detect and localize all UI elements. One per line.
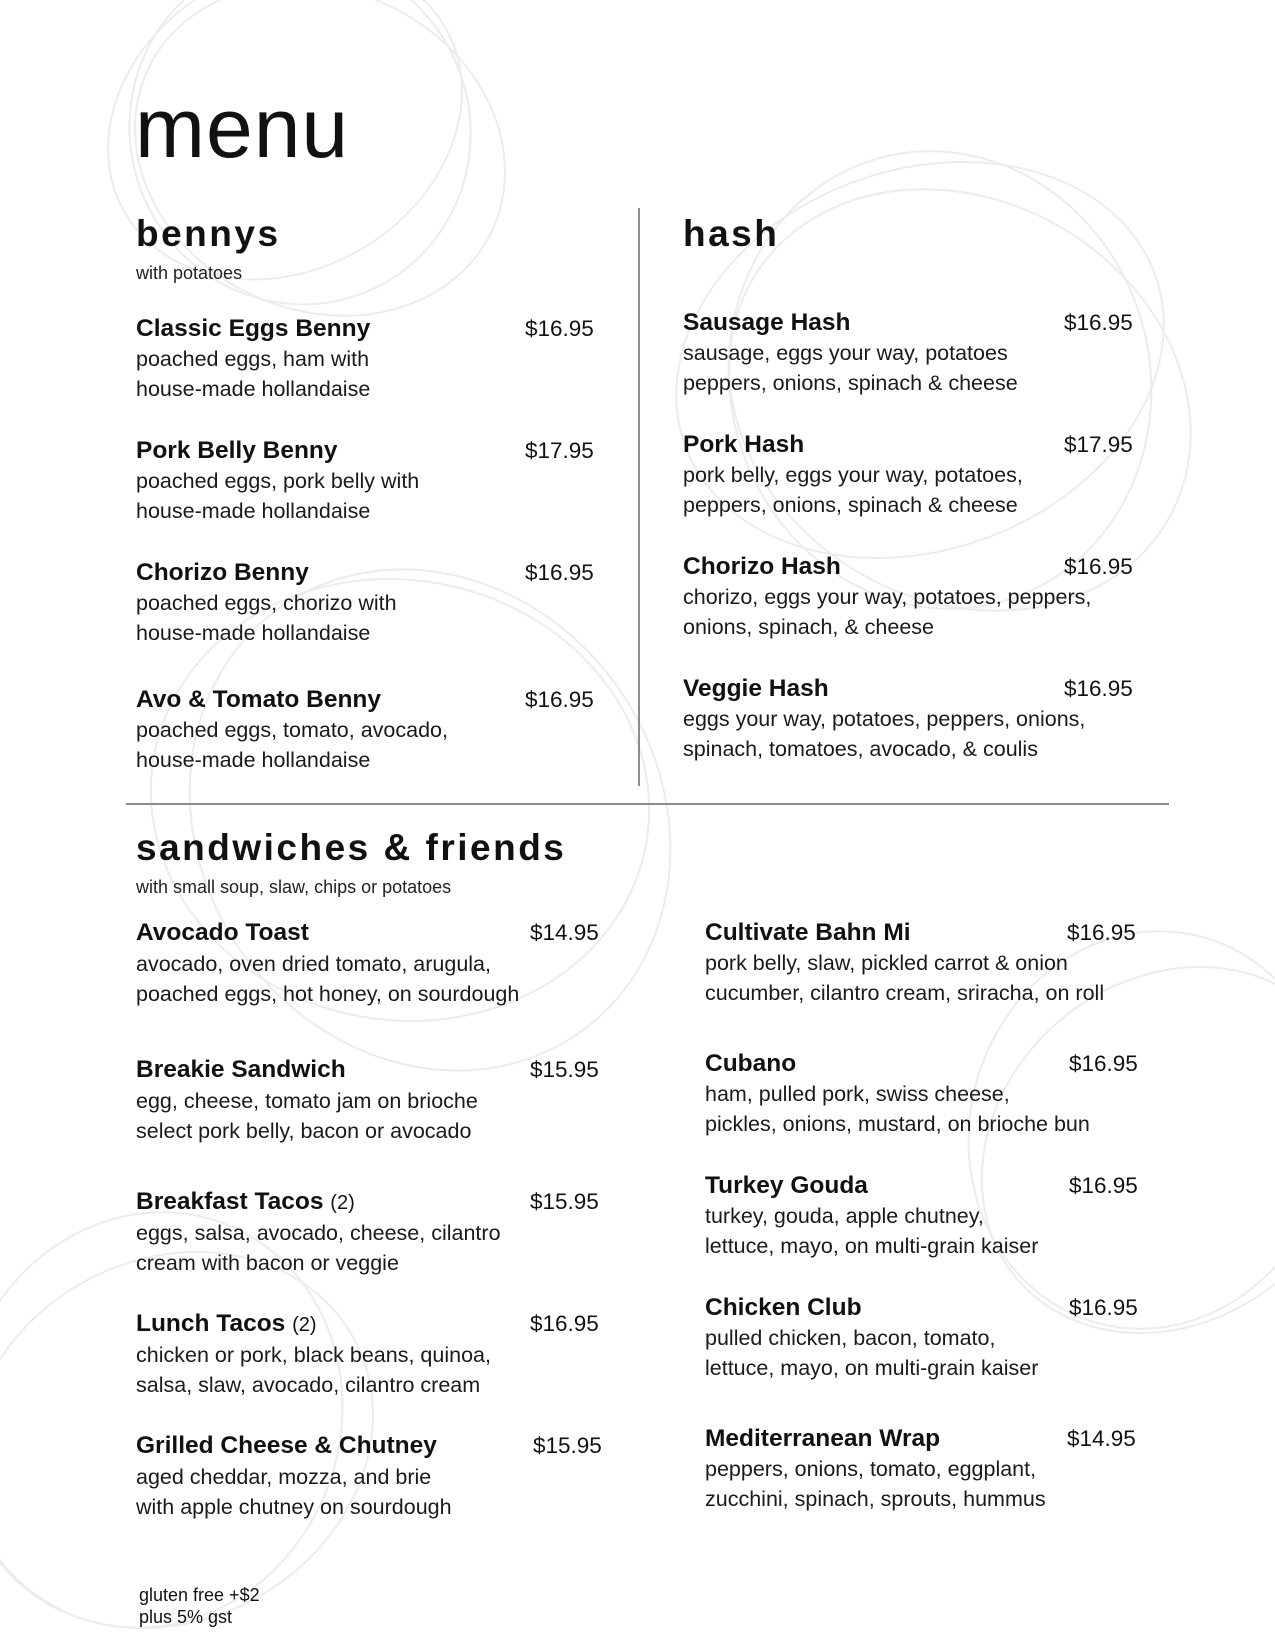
item-description: egg, cheese, tomato jam on brioche bbox=[136, 1089, 478, 1113]
item-name: Sausage Hash bbox=[683, 309, 851, 336]
menu-item bbox=[705, 918, 1136, 1008]
item-description: cucumber, cilantro cream, sriracha, on roll bbox=[705, 981, 1105, 1005]
item-description: turkey, gouda, apple chutney, bbox=[705, 1204, 984, 1228]
item-price: $15.95 bbox=[530, 1189, 599, 1214]
menu-item bbox=[136, 436, 594, 526]
item-description: spinach, tomatoes, avocado, & coulis bbox=[683, 737, 1038, 761]
item-name: Turkey Gouda bbox=[705, 1172, 868, 1199]
bennys-subtitle: with potatoes bbox=[136, 263, 243, 283]
hash-heading: hash bbox=[683, 213, 780, 254]
bennys-heading: bennys bbox=[136, 213, 281, 254]
item-description: select pork belly, bacon or avocado bbox=[136, 1119, 472, 1143]
item-description: salsa, slaw, avocado, cilantro cream bbox=[136, 1373, 481, 1397]
item-price: $14.95 bbox=[1067, 1426, 1136, 1451]
item-description: eggs, salsa, avocado, cheese, cilantro bbox=[136, 1221, 501, 1245]
item-description: onions, spinach, & cheese bbox=[683, 615, 934, 639]
item-description: pork belly, slaw, pickled carrot & onion bbox=[705, 951, 1068, 975]
item-price: $17.95 bbox=[525, 438, 594, 463]
item-name: Lunch Tacos (2) bbox=[136, 1310, 317, 1337]
item-name: Chicken Club bbox=[705, 1294, 862, 1321]
item-description: eggs your way, potatoes, peppers, onions, bbox=[683, 707, 1086, 731]
item-name: Pork Hash bbox=[683, 431, 805, 458]
item-description: zucchini, spinach, sprouts, hummus bbox=[705, 1487, 1046, 1511]
item-description: house-made hollandaise bbox=[136, 499, 371, 523]
item-name: Cultivate Bahn Mi bbox=[705, 919, 911, 946]
item-price: $16.95 bbox=[525, 687, 594, 712]
item-name: Breakie Sandwich bbox=[136, 1056, 346, 1083]
menu-item bbox=[136, 314, 594, 404]
item-description: poached eggs, tomato, avocado, bbox=[136, 718, 448, 742]
item-name: Mediterranean Wrap bbox=[705, 1425, 941, 1452]
menu-item bbox=[683, 552, 1133, 642]
item-name: Chorizo Hash bbox=[683, 553, 841, 580]
menu-item bbox=[136, 1187, 599, 1278]
menu-item bbox=[705, 1293, 1138, 1383]
item-description: pulled chicken, bacon, tomato, bbox=[705, 1326, 996, 1350]
item-price: $16.95 bbox=[1067, 920, 1136, 945]
menu-item bbox=[136, 1431, 602, 1522]
item-price: $16.95 bbox=[1064, 554, 1133, 579]
item-description: poached eggs, chorizo with bbox=[136, 591, 397, 615]
item-price: $16.95 bbox=[525, 560, 594, 585]
item-description: lettuce, mayo, on multi-grain kaiser bbox=[705, 1234, 1039, 1258]
sandwiches-subtitle: with small soup, slaw, chips or potatoes bbox=[136, 877, 452, 897]
item-description: pickles, onions, mustard, on brioche bun bbox=[705, 1112, 1090, 1136]
item-price: $16.95 bbox=[1064, 676, 1133, 701]
menu-item bbox=[705, 1424, 1136, 1514]
menu-item bbox=[136, 558, 594, 648]
item-price: $16.95 bbox=[1064, 310, 1133, 335]
item-price: $15.95 bbox=[533, 1433, 602, 1458]
item-description: poached eggs, hot honey, on sourdough bbox=[136, 982, 520, 1006]
item-price: $17.95 bbox=[1064, 432, 1133, 457]
menu-item bbox=[136, 1055, 599, 1146]
menu-item bbox=[136, 918, 599, 1009]
item-price: $16.95 bbox=[525, 316, 594, 341]
footer-notes bbox=[139, 1584, 260, 1628]
item-name: Avo & Tomato Benny bbox=[136, 686, 382, 713]
item-description: ham, pulled pork, swiss cheese, bbox=[705, 1082, 1010, 1106]
menu-item bbox=[683, 674, 1133, 764]
item-description: aged cheddar, mozza, and brie bbox=[136, 1465, 432, 1489]
tax-note: plus 5% gst bbox=[139, 1607, 233, 1627]
sandwiches-heading: sandwiches & friends bbox=[136, 827, 567, 868]
item-description: house-made hollandaise bbox=[136, 377, 371, 401]
menu-item bbox=[683, 308, 1133, 398]
item-name: Avocado Toast bbox=[136, 919, 309, 946]
item-description: lettuce, mayo, on multi-grain kaiser bbox=[705, 1356, 1039, 1380]
section-divider bbox=[126, 803, 1169, 805]
item-name: Breakfast Tacos (2) bbox=[136, 1188, 355, 1215]
item-description: avocado, oven dried tomato, arugula, bbox=[136, 952, 491, 976]
item-price: $15.95 bbox=[530, 1057, 599, 1082]
item-description: poached eggs, ham with bbox=[136, 347, 370, 371]
item-price: $16.95 bbox=[1069, 1173, 1138, 1198]
item-name: Chorizo Benny bbox=[136, 559, 309, 586]
item-description: peppers, onions, tomato, eggplant, bbox=[705, 1457, 1037, 1481]
item-description: house-made hollandaise bbox=[136, 748, 371, 772]
item-description: house-made hollandaise bbox=[136, 621, 371, 645]
item-description: peppers, onions, spinach & cheese bbox=[683, 371, 1018, 395]
menu-item bbox=[136, 685, 594, 775]
item-name: Pork Belly Benny bbox=[136, 437, 338, 464]
item-description: sausage, eggs your way, potatoes bbox=[683, 341, 1008, 365]
item-price: $16.95 bbox=[1069, 1051, 1138, 1076]
page-title: menu bbox=[135, 81, 350, 175]
item-name: Grilled Cheese & Chutney bbox=[136, 1432, 437, 1459]
item-description: with apple chutney on sourdough bbox=[136, 1495, 452, 1519]
item-description: poached eggs, pork belly with bbox=[136, 469, 420, 493]
item-price: $16.95 bbox=[530, 1311, 599, 1336]
item-price: $16.95 bbox=[1069, 1295, 1138, 1320]
gluten-free-note: gluten free +$2 bbox=[139, 1585, 260, 1605]
item-description: pork belly, eggs your way, potatoes, bbox=[683, 463, 1023, 487]
item-name: Cubano bbox=[705, 1050, 797, 1077]
column-divider bbox=[638, 208, 640, 786]
item-description: peppers, onions, spinach & cheese bbox=[683, 493, 1018, 517]
item-name: Classic Eggs Benny bbox=[136, 315, 371, 342]
item-description: chicken or pork, black beans, quinoa, bbox=[136, 1343, 491, 1367]
menu-item bbox=[705, 1171, 1138, 1261]
item-name: Veggie Hash bbox=[683, 675, 829, 702]
menu-item bbox=[683, 430, 1133, 520]
menu-item bbox=[705, 1049, 1138, 1139]
item-description: cream with bacon or veggie bbox=[136, 1251, 399, 1275]
item-description: chorizo, eggs your way, potatoes, peppers, bbox=[683, 585, 1092, 609]
item-price: $14.95 bbox=[530, 920, 599, 945]
menu-item bbox=[136, 1309, 599, 1400]
